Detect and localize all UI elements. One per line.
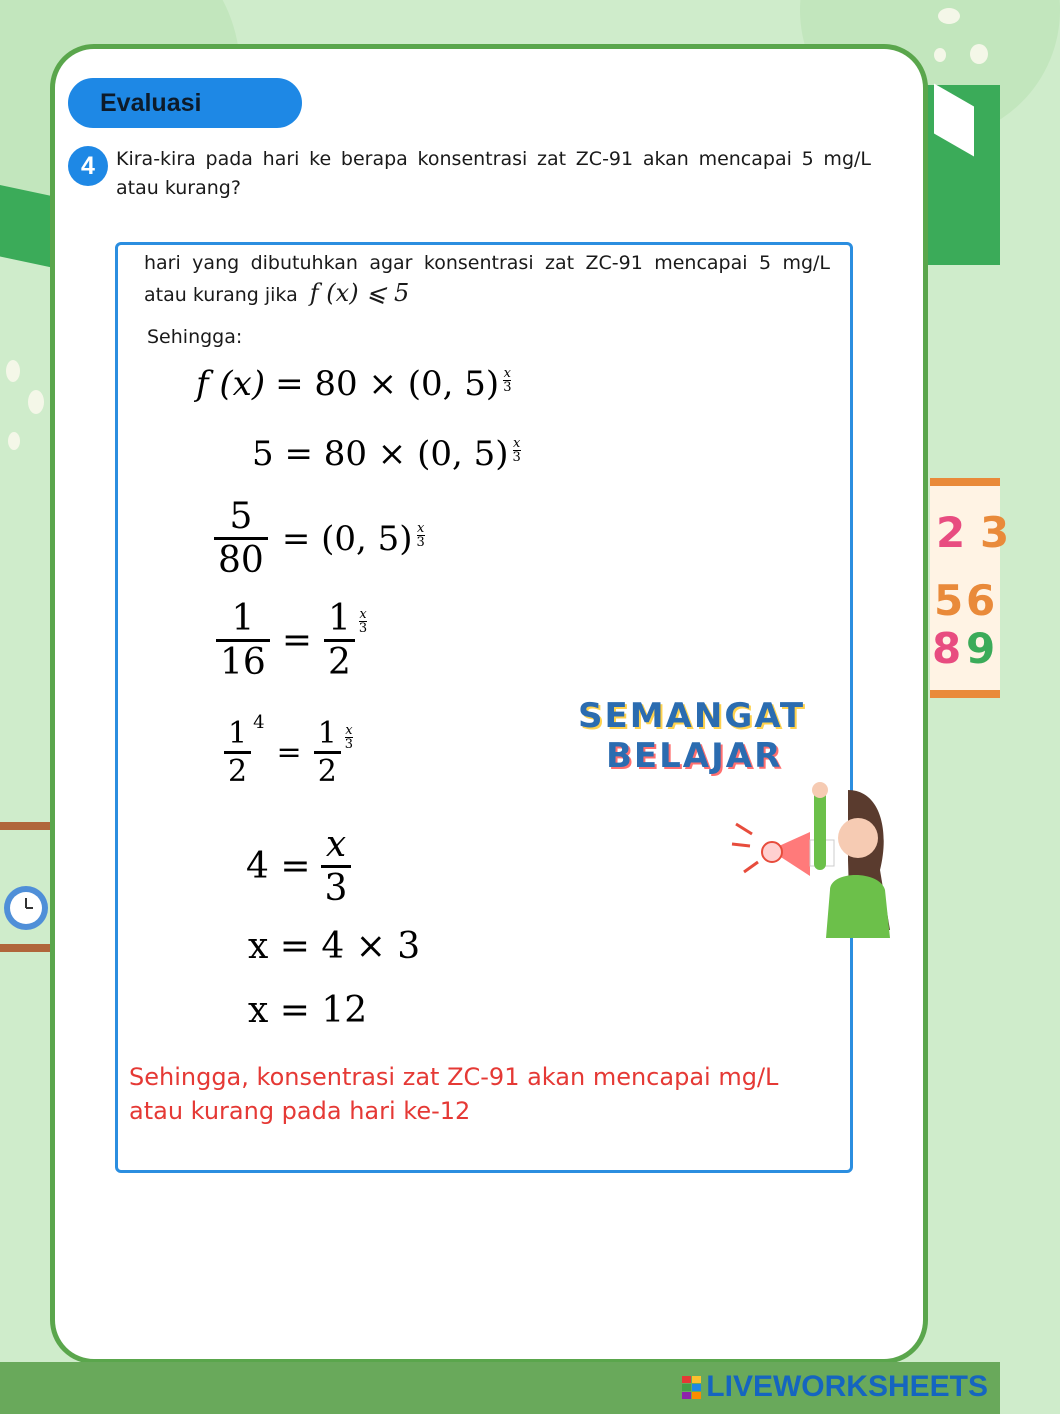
eq4-equals: =	[281, 620, 312, 661]
eq6-fraction: $\frac{x}{3}$	[321, 824, 352, 909]
eq4-fraction-left: $\frac{1}{16}$	[216, 598, 270, 683]
eq1-rhs: = 80 × (0, 5)	[275, 364, 500, 404]
eq6-lhs: 4 =	[246, 846, 311, 887]
eq3-rhs: = (0, 5)	[281, 518, 413, 559]
equation-4	[216, 598, 367, 683]
solution-lead: Sehingga:	[147, 326, 243, 348]
eq3-fraction: $\frac{5}{80}$	[214, 496, 268, 581]
background-dots	[930, 0, 1000, 80]
eq5-exponent: $\frac{x}{3}$	[344, 722, 354, 752]
motivation-sticker	[578, 696, 805, 776]
logo-text: LIVEWORKSHEETS	[706, 1370, 988, 1403]
shelf-decoration	[0, 822, 50, 830]
equation-1	[196, 360, 511, 408]
eq5-power: 4	[253, 712, 265, 733]
intro-text: hari yang dibutuhkan agar konsentrasi zat ZC-91 mencapai 5 mg/L atau kurang jika	[144, 252, 830, 306]
equation-5	[224, 712, 354, 789]
logo-icon	[682, 1374, 702, 1402]
sticker-line-1: SEMANGAT	[578, 696, 806, 736]
eq4-exponent: $\frac{x}{3}$	[358, 607, 368, 636]
eq1-exponent: $\frac{x}{3}$	[503, 366, 512, 395]
shelf-decoration	[0, 944, 50, 952]
eq1-lhs: f (x)	[196, 364, 266, 404]
background-dots	[0, 350, 50, 470]
girl-megaphone-illustration	[730, 780, 900, 940]
equation-3	[214, 496, 425, 581]
equation-2	[252, 430, 521, 478]
book-decoration	[920, 85, 1000, 265]
sticker-line-2: BELAJAR	[606, 736, 783, 776]
eq7-text: x = 4 × 3	[248, 926, 421, 967]
intro-condition: f (x) ⩽ 5	[309, 279, 410, 307]
answer-intro	[144, 248, 830, 310]
eq2-exponent: $\frac{x}{3}$	[512, 436, 521, 465]
question-number: 4	[68, 146, 108, 186]
eq5-fraction-right: $\frac{1}{2}$	[314, 716, 341, 789]
clock-icon	[0, 880, 50, 936]
eq5-fraction-left: $\frac{1}{2}$	[224, 716, 251, 789]
eq4-fraction-right: $\frac{1}{2}$	[324, 598, 355, 683]
question-text: Kira-kira pada hari ke berapa konsentrasi zat ZC-91 akan mencapai 5 mg/L atau kurang?	[116, 148, 871, 199]
equation-6	[246, 824, 351, 909]
eq8-text: x = 12	[248, 990, 368, 1031]
eq2-text: 5 = 80 × (0, 5)	[252, 434, 509, 474]
conclusion-text: Sehingga, konsentrasi zat ZC-91 akan mencapai mg/L atau kurang pada hari ke-12	[129, 1063, 779, 1125]
equation-8	[248, 990, 367, 1031]
eq3-exponent: $\frac{x}{3}$	[416, 521, 425, 550]
section-badge: Evaluasi	[68, 78, 302, 128]
eq5-equals: =	[276, 735, 302, 770]
equation-7	[248, 926, 420, 967]
number-chart-decoration: 2 3 5 6 8 9	[930, 478, 1000, 698]
liveworksheets-logo[interactable]	[682, 1370, 988, 1404]
